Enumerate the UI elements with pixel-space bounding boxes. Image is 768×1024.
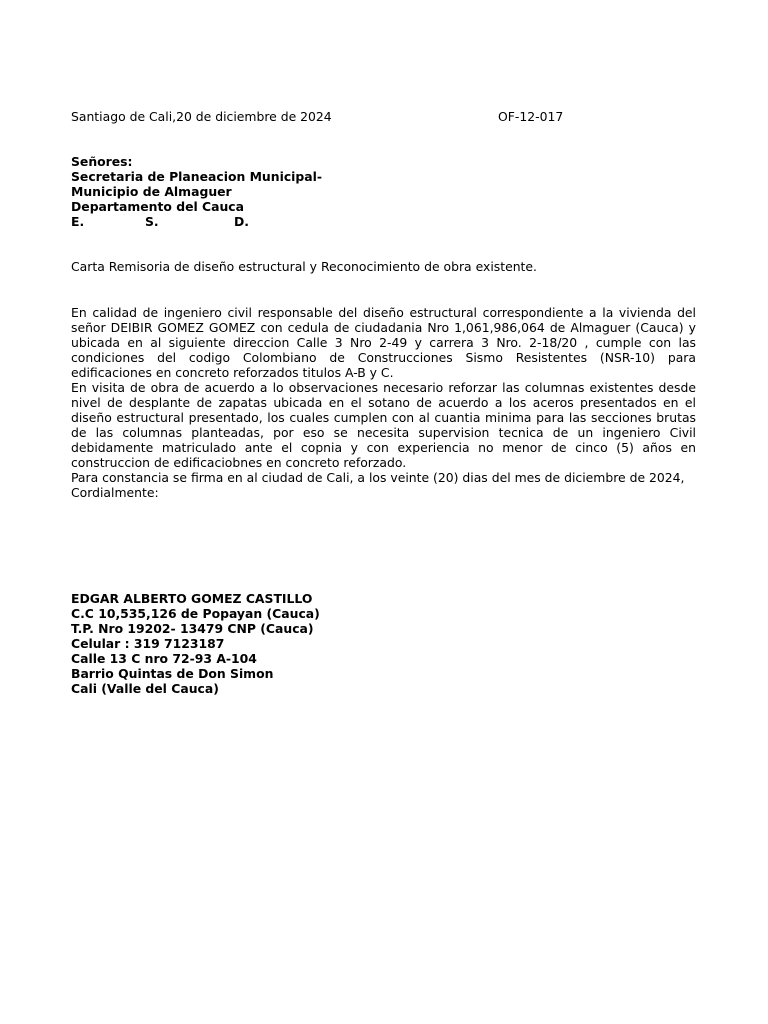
reference-number: OF-12-017: [498, 109, 564, 124]
esd-s: S.: [145, 214, 159, 229]
signer-professional-card: T.P. Nro 19202- 13479 CNP (Cauca): [71, 621, 314, 636]
subject-line: Carta Remisoria de diseño estructural y Reconocimiento de obra existente.: [71, 259, 537, 274]
addressee-line-2: Municipio de Almaguer: [71, 184, 232, 199]
addressee-line-1: Secretaria de Planeacion Municipal-: [71, 169, 323, 184]
body-paragraph-3: Para constancia se firma en al ciudad de Cali, a los veinte (20) dias del mes de diciembre de 2024,: [71, 470, 685, 485]
letter-body: [71, 305, 696, 500]
esd-line: [71, 214, 322, 229]
signer-id: C.C 10,535,126 de Popayan (Cauca): [71, 606, 320, 621]
signer-neighborhood: Barrio Quintas de Don Simon: [71, 666, 274, 681]
addressee-block: [71, 154, 322, 229]
esd-e: E.: [71, 214, 85, 229]
closing-text: Cordialmente:: [71, 485, 159, 500]
body-paragraph-1: En calidad de ingeniero civil responsable del diseño estructural correspondiente a la vivienda del señor DEIBIR GOMEZ GOMEZ con cedula de ciudadania Nro 1,061,986,064 de Almaguer (Cauca) y ubicada en al siguiente direccion Calle 3 Nro 2-49 y carrera 3 Nro. 2-18/20 , cumple con las condiciones del codigo Colombiano de Construcciones Sismo Resistentes (NSR-10) para edificaciones en concreto reforzados titulos A-B y C.: [71, 305, 696, 380]
place-date: Santiago de Cali,20 de diciembre de 2024: [71, 109, 332, 124]
signer-phone: Celular : 319 7123187: [71, 636, 225, 651]
body-paragraph-2: En visita de obra de acuerdo a lo observaciones necesario reforzar las columnas existentes desde nivel de desplante de zapatas ubicada en el sotano de acuerdo a los aceros presentados en el diseño estructural presentado, los cuales cumplen con al cuantia minima para las secciones brutas de las columnas planteadas, por eso se necesita supervision tecnica de un ingeniero Civil debidamente matriculado ante el copnia y con experiencia no menor de cinco (5) años en construccion de edificaciobnes en concreto reforzado.: [71, 380, 696, 470]
signer-address: Calle 13 C nro 72-93 A-104: [71, 651, 257, 666]
addressee-greeting: Señores:: [71, 154, 133, 169]
signer-name: EDGAR ALBERTO GOMEZ CASTILLO: [71, 591, 313, 606]
signer-city: Cali (Valle del Cauca): [71, 681, 219, 696]
addressee-line-3: Departamento del Cauca: [71, 199, 245, 214]
signature-block: [71, 591, 320, 696]
esd-d: D.: [234, 214, 249, 229]
